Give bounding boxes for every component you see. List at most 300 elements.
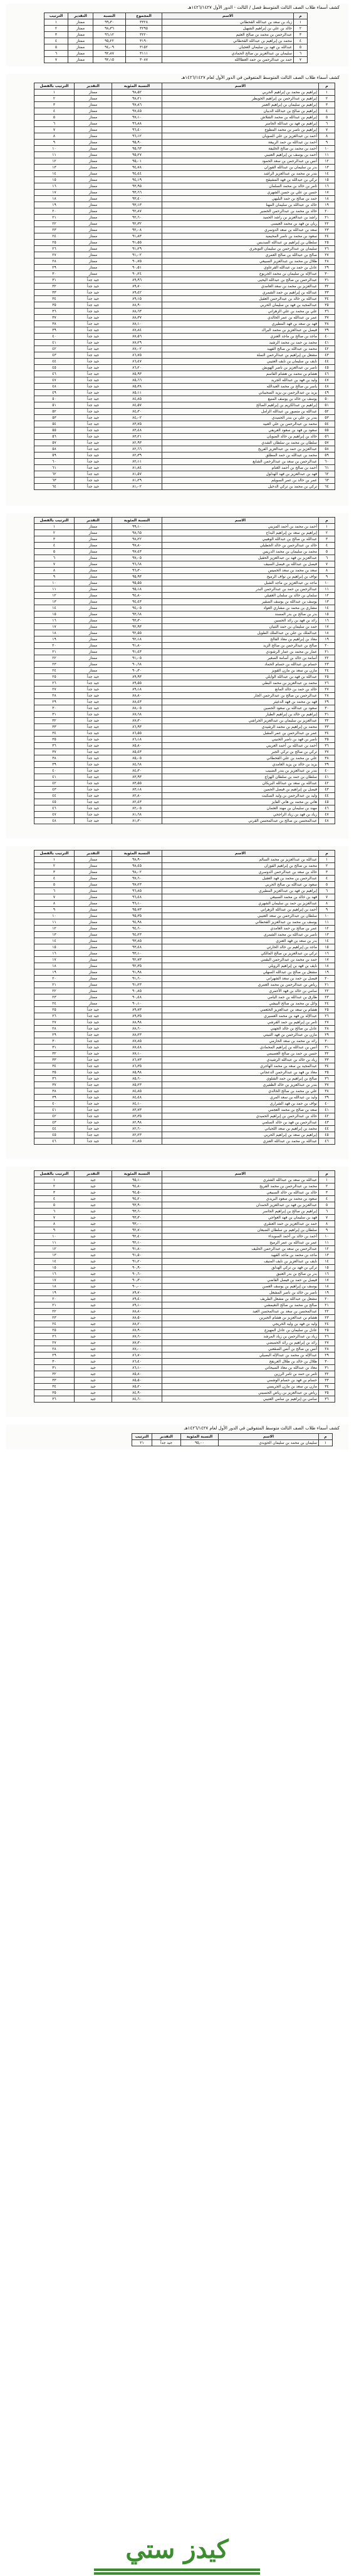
table-row xyxy=(34,618,335,624)
student-name-cell: بدر بن سليمان بن عبدالله الفوزان xyxy=(162,165,319,171)
table-cell: جيد جداً xyxy=(152,1440,181,1446)
section-3-table xyxy=(34,517,335,824)
table-row xyxy=(34,1057,335,1063)
table-cell: ٥٨ xyxy=(319,446,335,452)
table-row xyxy=(34,1063,335,1070)
table-cell: ٨٦٫٣٥ xyxy=(112,1063,162,1070)
student-name-cell: زياد بن خالد بن عبدالله الرشيدي xyxy=(162,1057,319,1063)
table-cell: ممتاز xyxy=(75,599,112,605)
table-header-row xyxy=(34,518,335,524)
table-cell: ٨٨٫٨٠ xyxy=(112,693,162,699)
table-cell: ٥ xyxy=(34,1202,75,1209)
table-cell: ١٩ xyxy=(319,202,335,208)
table-cell: ٣٠ xyxy=(34,1359,75,1365)
table-cell: ٥٣ xyxy=(34,415,75,421)
table-cell: جيد xyxy=(75,1309,112,1315)
table-row xyxy=(34,1334,335,1340)
table-cell: جيد xyxy=(75,1196,112,1202)
table-cell: ٩٢٫٨٧ xyxy=(112,208,162,215)
table-cell: جيد جداً xyxy=(75,377,112,384)
table-cell: ٣٢ xyxy=(34,284,75,290)
student-name-cell: عبدالرحمن بن صالح بن عبدالله اليحيى xyxy=(162,277,319,284)
table-cell: ٣٥ xyxy=(319,1390,335,1396)
table-cell: ٨٦٫٩٣ xyxy=(112,724,162,730)
table-cell: ٨ xyxy=(319,901,335,907)
table-cell: ٢١ xyxy=(34,649,75,655)
table-row xyxy=(34,302,335,309)
table-cell: ممتاز xyxy=(75,857,112,863)
table-cell: ٩٦٫١٠ xyxy=(112,901,162,907)
table-cell: ٨٩٫٥٥ xyxy=(112,680,162,687)
table-cell: ٢٨ xyxy=(319,1346,335,1352)
table-cell: ١٣ xyxy=(319,165,335,171)
column-header: الترتيب بالفصل xyxy=(34,1171,75,1177)
table-cell: ٨٧٫٩٠ xyxy=(112,1327,162,1334)
column-header: م xyxy=(319,1171,335,1177)
table-row xyxy=(34,1265,335,1271)
table-cell: ممتاز xyxy=(75,969,112,976)
table-cell: ٨٧٫٣٠ xyxy=(112,718,162,724)
table-row xyxy=(34,1246,335,1252)
column-header: النسبة xyxy=(93,13,126,19)
table-cell: ٩٢٫٤٠ xyxy=(112,1234,162,1240)
table-cell: ٣٢ xyxy=(34,1051,75,1057)
table-row xyxy=(34,894,335,901)
table-cell: ٩٥٫٩٠ xyxy=(112,140,162,146)
table-cell: ٩ xyxy=(34,907,75,913)
column-header: الاسم xyxy=(162,518,319,524)
table-cell: ٩٤٫٤٤ xyxy=(112,171,162,177)
table-cell: ٨٢٫٩٣ xyxy=(112,440,162,446)
table-cell: ١ xyxy=(34,89,75,96)
table-cell: ١٢ xyxy=(34,158,75,165)
table-cell: ٣٣ xyxy=(319,724,335,730)
table-cell: ممتاز xyxy=(75,901,112,907)
table-row xyxy=(34,1390,335,1396)
table-cell: ٤٥ xyxy=(319,1132,335,1138)
table-cell: ممتاز xyxy=(75,1001,112,1007)
table-row xyxy=(34,730,335,737)
table-row xyxy=(34,1007,335,1013)
table-cell: جيد xyxy=(75,1352,112,1359)
column-header: الترتيب xyxy=(132,1434,152,1440)
student-name-cell: ناصر بن عبدالعزيز بن ناصر الهويش xyxy=(162,365,319,371)
table-cell: ممتاز xyxy=(75,202,112,208)
table-cell: ٨٨٫٢٠ xyxy=(112,1321,162,1327)
table-cell: جيد جداً xyxy=(75,1126,112,1132)
table-cell: جيد جداً xyxy=(75,434,112,440)
table-cell: ٩٩٫١٠ xyxy=(112,524,162,530)
table-cell: ٣٤ xyxy=(319,1063,335,1070)
student-name-cell: عبدالإله بن فهد بن محمد العسيري xyxy=(162,1013,319,1020)
table-cell: ٤٥ xyxy=(34,799,75,805)
table-cell: ١٢ xyxy=(319,1246,335,1252)
table-cell: ٢٩ xyxy=(34,1352,75,1359)
table-cell: ٦ xyxy=(34,1209,75,1215)
table-row xyxy=(34,315,335,321)
student-name-cell: أحمد بن خالد بن أحمد السويداء xyxy=(162,1234,319,1240)
student-name-cell: مشعل بن صالح بن عبدالله السهلي xyxy=(162,969,319,976)
table-cell: ٢٥ xyxy=(34,1327,75,1334)
table-row xyxy=(34,440,335,446)
table-cell: ٩٤٫٨٠ xyxy=(112,593,162,599)
table-cell: ٢ xyxy=(319,530,335,536)
table-cell: ٦٠ xyxy=(319,459,335,465)
table-row xyxy=(34,737,335,743)
table-row xyxy=(34,882,335,888)
table-cell: جيد xyxy=(75,1177,112,1183)
table-cell: ١٤ xyxy=(319,171,335,177)
table-cell: ٢٦ xyxy=(319,1013,335,1020)
table-row xyxy=(34,901,335,907)
table-cell: ٨٦٫٢٠ xyxy=(112,365,162,371)
student-name-cell: رائد بن إبراهيم بن رائد الحميضي xyxy=(162,1340,319,1346)
table-row xyxy=(34,409,335,415)
student-name-cell: معاذ بن إبراهيم بن معاذ الفالح xyxy=(162,636,319,643)
table-cell: ٤٢ xyxy=(34,346,75,352)
table-cell: ٤١ xyxy=(319,774,335,780)
table-cell: ٨٨٫٤٣ xyxy=(112,699,162,705)
student-name-cell: عبدالله بن منصور بن عبدالله الزامل xyxy=(162,409,319,415)
table-cell: ٩٤٫٥٠ xyxy=(112,1190,162,1196)
sheet-section-5 xyxy=(6,1167,348,1417)
logo-stripe xyxy=(94,2568,260,2571)
table-cell: ٣٦ xyxy=(319,1076,335,1082)
table-cell: ممتاز xyxy=(75,913,112,919)
table-cell: ٩٣٫٩٥ xyxy=(112,183,162,190)
table-cell: ٩٨٫٥٢ xyxy=(112,89,162,96)
student-name-cell: سلمان بن خالد بن سلمان الغفيلي xyxy=(162,593,319,599)
table-cell: ٦ xyxy=(44,51,68,57)
student-name-cell: عبدالعزيز بن فهد بن عبدالعزيز الحمدان xyxy=(162,1202,319,1209)
column-header: النسبة المئوية xyxy=(181,1434,219,1440)
table-cell: ٩٨٫٢١ xyxy=(112,96,162,102)
student-name-cell: سلطان بن إبراهيم بن عبدالله السديس xyxy=(162,240,319,246)
table-row xyxy=(34,662,335,668)
table-cell: جيد جداً xyxy=(75,755,112,762)
student-name-cell: إبراهيم بن ناصر بن محمد المطوع xyxy=(162,127,319,133)
table-row xyxy=(34,1138,335,1145)
table-header-row xyxy=(34,851,335,857)
table-cell: ٩٦٫٣٠ xyxy=(112,568,162,574)
table-cell: ٣٢٩٥ xyxy=(126,26,162,32)
table-cell: ممتاز xyxy=(75,938,112,944)
table-row xyxy=(34,415,335,421)
student-name-cell: عبدالله بن محمد بن عبدالله العنزي xyxy=(162,1138,319,1145)
table-cell: ٤٧ xyxy=(34,812,75,818)
table-row xyxy=(34,536,335,543)
table-cell: جيد جداً xyxy=(75,718,112,724)
table-cell: ٩٥٫٦٣ xyxy=(112,146,162,152)
table-cell: جيد xyxy=(75,1384,112,1390)
table-cell: ٢٦ xyxy=(34,1013,75,1020)
table-cell: ٣١ xyxy=(319,1365,335,1371)
column-header: م xyxy=(319,518,335,524)
table-row xyxy=(34,951,335,957)
table-cell: ٢٧ xyxy=(319,1340,335,1346)
table-cell: ١٠ xyxy=(319,913,335,919)
table-cell: ٨٢٫٩٨ xyxy=(112,1120,162,1126)
table-cell: ٩٧٫٨٦ xyxy=(112,102,162,108)
logo-text: كيدز ستي xyxy=(125,2535,229,2564)
table-cell: ٩٣٫٤٨ xyxy=(112,944,162,951)
table-cell: ٨٧٫٨٥ xyxy=(112,1038,162,1045)
table-cell: ٨٤٫٠٢ xyxy=(112,415,162,421)
table-cell: ٩ xyxy=(34,140,75,146)
table-cell: جيد جداً xyxy=(75,321,112,327)
table-cell: ٨٢٫١١ xyxy=(112,459,162,465)
table-row xyxy=(34,1070,335,1076)
table-cell: جيد xyxy=(75,1321,112,1327)
student-name-cell: عبدالمحسن بن سعد بن عبدالمحسن العيد xyxy=(162,1309,319,1315)
table-cell: ٨٥٫٩٣ xyxy=(112,371,162,377)
table-cell: ٣٢ xyxy=(319,1051,335,1057)
table-cell: ١٦ xyxy=(319,1271,335,1277)
student-name-cell: هشام بن سعد بن عبدالعزيز الخثعمي xyxy=(162,1007,319,1013)
table-cell: ٦٢ xyxy=(319,471,335,478)
table-cell: ١٤ xyxy=(319,938,335,944)
table-row xyxy=(34,240,335,246)
table-cell: ١٥ xyxy=(34,944,75,951)
table-cell: جيد xyxy=(75,1252,112,1259)
table-cell: ٩٨٫٠٢ xyxy=(112,869,162,876)
table-cell: ٤١ xyxy=(34,774,75,780)
table-cell: ٥٢ xyxy=(34,409,75,415)
table-cell: ٣٣ xyxy=(34,290,75,296)
table-cell: ١٩ xyxy=(34,636,75,643)
table-cell: ممتاز xyxy=(75,127,112,133)
table-cell: ٨٦٫٧٠ xyxy=(112,1352,162,1359)
student-name-cell: معاذ بن فهد بن عبدالرحمن الدعجاني xyxy=(162,1070,319,1076)
table-cell: ٤٢ xyxy=(319,780,335,787)
table-cell: ٣٦ xyxy=(319,1396,335,1403)
table-cell: جيد جداً xyxy=(75,737,112,743)
table-cell: ٨٧٫٦٨ xyxy=(112,712,162,718)
table-cell: ١ xyxy=(319,524,335,530)
table-cell: ٧ xyxy=(44,57,68,63)
table-cell: ٤٧ xyxy=(319,377,335,384)
table-row xyxy=(34,857,335,863)
table-cell: ١١ xyxy=(319,586,335,593)
table-row xyxy=(34,1371,335,1377)
table-cell: ممتاز xyxy=(75,561,112,568)
student-name-cell: تركي بن صالح بن تركي الجبر xyxy=(162,749,319,755)
table-cell: ممتاز xyxy=(75,171,112,177)
table-cell: ٨٩٫٤٢ xyxy=(112,290,162,296)
table-cell: جيد جداً xyxy=(75,1026,112,1032)
table-row xyxy=(34,465,335,471)
student-name-cell: أنس بن عبدالرحمن بن سعد الحمود xyxy=(162,158,319,165)
student-name-cell: طارق بن عبدالله بن حمد اليامي xyxy=(162,994,319,1001)
table-cell: ١١ xyxy=(319,152,335,158)
table-row xyxy=(34,1384,335,1390)
table-cell: جيد جداً xyxy=(75,340,112,346)
table-row xyxy=(34,127,335,133)
student-name-cell: عبدالله بن فهد بن سليمان العجيان xyxy=(162,44,294,51)
table-cell: جيد جداً xyxy=(75,1107,112,1113)
table-cell: ٩٨٫٩٠ xyxy=(112,857,162,863)
table-cell: ١٣ xyxy=(319,599,335,605)
table-row xyxy=(34,793,335,799)
table-cell: ممتاز xyxy=(75,944,112,951)
section-6-table xyxy=(132,1433,333,1446)
table-cell: ١٨ xyxy=(34,963,75,969)
table-cell: ٣٨ xyxy=(34,321,75,327)
student-name-cell: تركي بن محمد بن تركي الدخيل xyxy=(162,484,319,490)
table-cell: جيد xyxy=(75,1246,112,1252)
table-cell: ٩٢٫٣٢ xyxy=(112,221,162,227)
table-row xyxy=(34,561,335,568)
table-cell: ٢٦ xyxy=(34,246,75,252)
table-cell: ٢ xyxy=(319,863,335,869)
student-name-cell: إبراهيم بن خالد بن إبراهيم الطيار xyxy=(162,712,319,718)
table-cell: ١٩ xyxy=(319,636,335,643)
table-cell: ٢٥ xyxy=(319,240,335,246)
table-cell: ٢١ xyxy=(319,982,335,988)
table-cell: ٥ xyxy=(319,115,335,121)
table-cell: جيد جداً xyxy=(75,471,112,478)
table-cell: ٨٥٫٠٥ xyxy=(112,755,162,762)
table-cell: ٤٦ xyxy=(319,1138,335,1145)
table-cell: جيد xyxy=(75,1371,112,1377)
table-cell: ٦١ xyxy=(34,465,75,471)
table-cell: ٣ xyxy=(319,536,335,543)
table-cell: جيد xyxy=(75,1277,112,1284)
student-name-cell: حمد بن صالح بن حمد البليهي xyxy=(162,196,319,202)
table-cell: ممتاز xyxy=(75,96,112,102)
table-cell: ١٣ xyxy=(34,1252,75,1259)
student-name-cell: خالد بن عبدالله بن سليمان المهنا xyxy=(162,202,319,208)
table-cell: ٩٦٫١٢ xyxy=(112,133,162,140)
table-cell: جيد جداً xyxy=(75,1095,112,1101)
section-2-table xyxy=(34,83,335,490)
table-cell: ٣٥ xyxy=(319,737,335,743)
table-cell: ٦ xyxy=(319,121,335,127)
table-cell: ١٢ xyxy=(319,158,335,165)
student-name-cell: مازن بن عبدالرحمن بن فهد الثبيتي xyxy=(162,1032,319,1038)
table-cell: ممتاز xyxy=(75,894,112,901)
student-name-cell: عبدالله بن فهد بن عبدالله الوايلي xyxy=(162,674,319,680)
table-cell: ٣٤ xyxy=(34,730,75,737)
table-cell: ١٤ xyxy=(34,1259,75,1265)
table-row xyxy=(34,402,335,409)
table-cell: ٤٧ xyxy=(319,812,335,818)
table-row xyxy=(34,680,335,687)
table-row xyxy=(34,1190,335,1196)
table-row xyxy=(34,1296,335,1302)
table-row xyxy=(34,183,335,190)
table-row xyxy=(34,982,335,988)
student-name-cell: بندر بن عبدالعزيز بن بندر الضبيب xyxy=(162,768,319,774)
student-name-cell: صالح بن عبدالرحمن بن صالح الزيد xyxy=(162,643,319,649)
table-cell: ممتاز xyxy=(75,907,112,913)
student-name-cell: وليد بن فهد بن عبدالله الجريد xyxy=(162,377,319,384)
table-row xyxy=(34,1113,335,1120)
table-cell: ٨٩٫٧٣ xyxy=(112,1007,162,1013)
table-cell: ٣ xyxy=(34,536,75,543)
table-cell: جيد جداً xyxy=(75,365,112,371)
table-cell: ٨٤٫٩٠ xyxy=(112,1390,162,1396)
table-cell: ٨٥٫٢٠ xyxy=(112,1384,162,1390)
table-cell: جيد xyxy=(75,1183,112,1190)
student-name-cell: فيصل بن عبدالله بن فيصل السيف xyxy=(162,561,319,568)
table-cell: ٩٣٫٦٨ xyxy=(112,611,162,618)
table-cell: ٨٦٫٧٥ xyxy=(112,352,162,359)
table-row xyxy=(34,309,335,315)
table-cell: جيد xyxy=(75,1234,112,1240)
table-cell: ١٧ xyxy=(319,1277,335,1284)
table-cell: ١٦ xyxy=(319,951,335,957)
table-cell: ٤٨ xyxy=(34,818,75,824)
table-cell: جيد xyxy=(75,1340,112,1346)
table-row xyxy=(34,377,335,384)
table-cell: ٣٦ xyxy=(34,1396,75,1403)
table-row xyxy=(34,1259,335,1265)
table-cell: ٤١ xyxy=(34,340,75,346)
table-cell: ٩٤٫٠٥ xyxy=(112,605,162,611)
table-row xyxy=(34,215,335,221)
student-name-cell: عمر بن عبدالله بن عمر الخالدي xyxy=(162,315,319,321)
table-cell: ١٤ xyxy=(34,938,75,944)
table-cell: ممتاز xyxy=(75,524,112,530)
table-cell: ٣٢ xyxy=(319,1371,335,1377)
table-cell: ٩٤٫١٩ xyxy=(112,177,162,183)
column-header: التقدير xyxy=(75,83,112,89)
logo-stripe xyxy=(94,2572,260,2575)
table-cell: ١٨ xyxy=(34,630,75,636)
table-cell: ٩٣٫٣٠ xyxy=(112,1215,162,1221)
table-cell: ٨٢٫٨٠ xyxy=(112,793,162,799)
table-row xyxy=(34,208,335,215)
table-cell: ٤٧ xyxy=(34,377,75,384)
student-name-cell: سعد بن محمد بن سعد الخميس xyxy=(162,568,319,574)
table-cell: ١٤ xyxy=(319,605,335,611)
table-cell: ٩٠٫١٠ xyxy=(112,1001,162,1007)
table-cell: ٢٤ xyxy=(319,1001,335,1007)
sheet-section-6 xyxy=(6,1424,348,1449)
table-cell: ٣ xyxy=(319,869,335,876)
table-cell: ٣ xyxy=(34,869,75,876)
table-cell: ٩ xyxy=(319,907,335,913)
table-cell: ٣٨ xyxy=(34,755,75,762)
table-cell: ١٥ xyxy=(34,611,75,618)
table-cell: ممتاز xyxy=(75,165,112,171)
table-cell: ٨٥٫٩٨ xyxy=(112,1070,162,1076)
table-row xyxy=(34,586,335,593)
table-cell: ٨٥٫٨٠ xyxy=(112,743,162,749)
table-row xyxy=(44,51,308,57)
table-row xyxy=(34,1284,335,1290)
site-logo xyxy=(0,2532,354,2576)
table-row xyxy=(34,108,335,115)
table-cell: ٩٠٫٦٨ xyxy=(112,662,162,668)
table-cell: ٢٢ xyxy=(34,988,75,994)
table-cell: ٢٩ xyxy=(319,699,335,705)
table-cell: ١١ xyxy=(34,919,75,926)
table-cell: جيد جداً xyxy=(75,724,112,730)
table-cell: جيد جداً xyxy=(75,1076,112,1082)
student-name-cell: ناصر بن عبدالله بن محمد الشمري xyxy=(162,932,319,938)
table-cell: ٩٠٫٣٠ xyxy=(112,668,162,674)
table-cell: جيد جداً xyxy=(75,818,112,824)
table-cell: ١٧ xyxy=(34,1277,75,1284)
table-cell: ٣٩ xyxy=(319,762,335,768)
table-cell: ممتاز xyxy=(75,208,112,215)
table-cell: ٨٨٫٦٣ xyxy=(112,309,162,315)
table-cell: ٤١ xyxy=(319,1107,335,1113)
table-cell: جيد جداً xyxy=(75,1013,112,1020)
table-cell: ٣١ xyxy=(34,1365,75,1371)
